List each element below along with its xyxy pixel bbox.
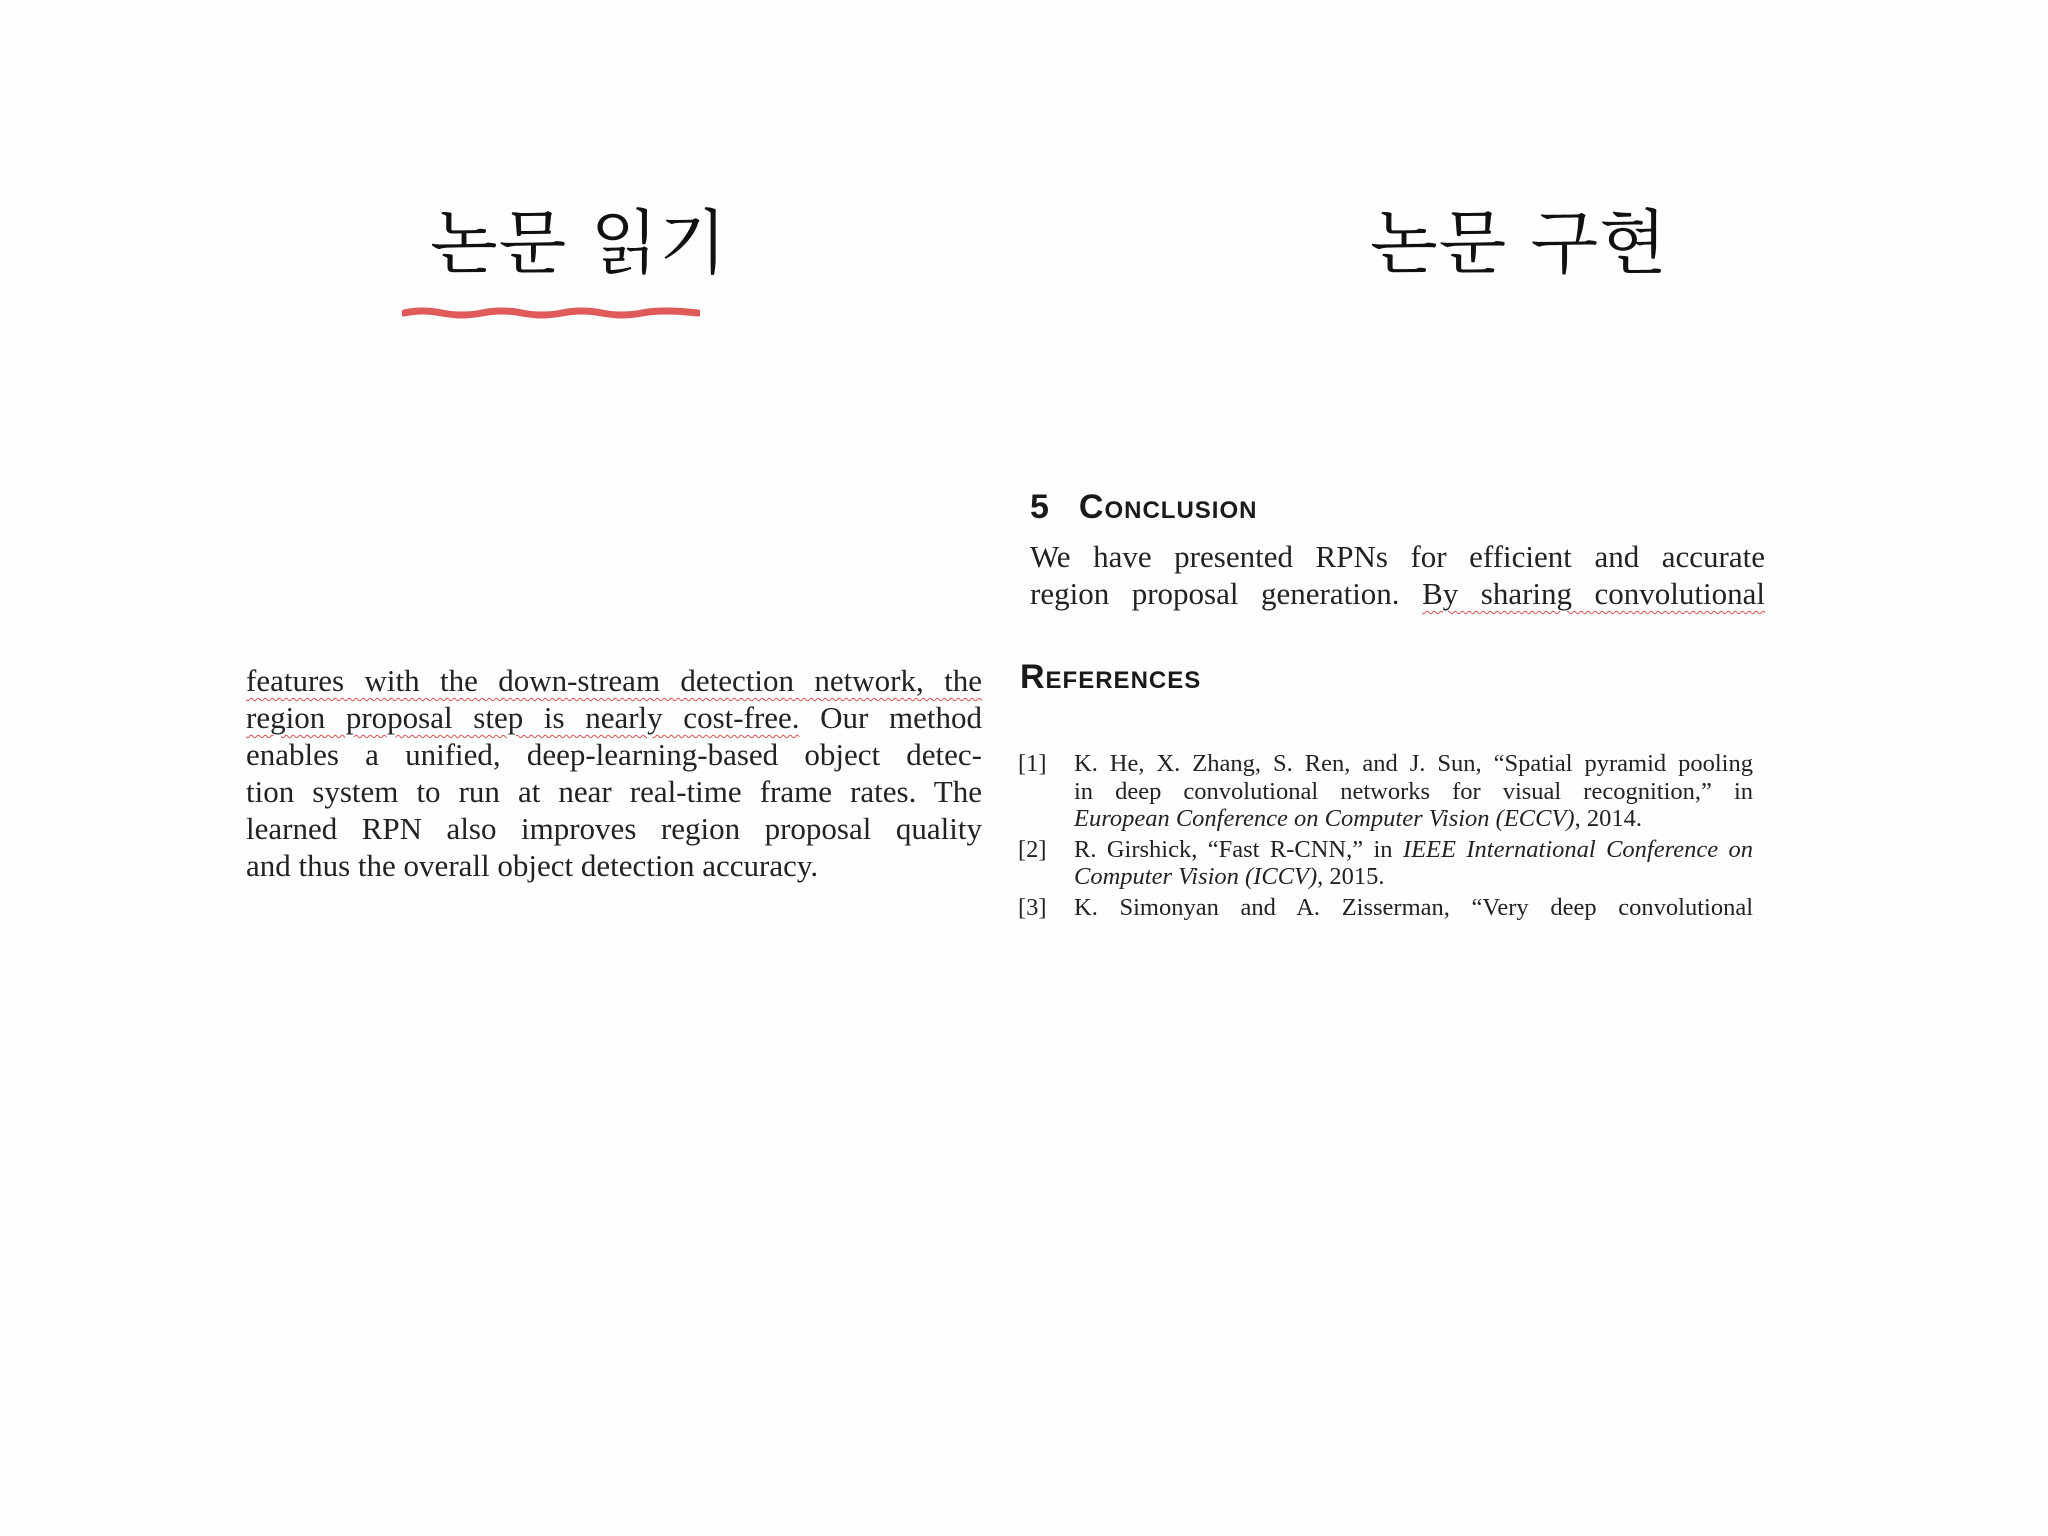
heading-reading-paper: 논문 읽기 <box>430 202 728 284</box>
reference-list <box>1018 750 1753 924</box>
conclusion-line: region proposal generation. By sharing convolutional <box>1030 576 1766 611</box>
excerpt-line: and thus the overall object detection accuracy. <box>246 848 819 883</box>
excerpt-line: enables a unified, deep-learning-based object detec- <box>246 737 982 772</box>
paper-excerpt-left <box>246 662 982 884</box>
conclusion-line: We have presented RPNs for efficient and accurate <box>1030 539 1765 574</box>
excerpt-line: region proposal step is nearly cost-free. Our method <box>246 700 982 735</box>
reference-item: [2] R. Girshick, “Fast R-CNN,” in IEEE International Conference on Computer Vision (ICCV), 2015. <box>1018 835 1753 890</box>
section-title-references: References <box>1020 658 1202 696</box>
excerpt-line: tion system to run at near real-time frame rates. The <box>246 774 982 809</box>
excerpt-line: learned RPN also improves region proposal quality <box>246 811 982 846</box>
excerpt-line: features with the down-stream detection network, the <box>246 663 982 698</box>
conclusion-body <box>1030 538 1765 612</box>
reference-item: [3] K. Simonyan and A. Zisserman, “Very deep convolutional <box>1018 893 1753 921</box>
heading-underline <box>402 306 700 320</box>
heading-implementing-paper: 논문 구현 <box>1370 202 1668 284</box>
reference-item: [1] K. He, X. Zhang, S. Ren, and J. Sun, “Spatial pyramid pooling in deep convolutional networks for visual recognition,” in European Conference on Computer Vision (ECCV), 2014. <box>1018 750 1753 832</box>
section-title-conclusion: 5 Conclusion <box>1030 488 1258 526</box>
